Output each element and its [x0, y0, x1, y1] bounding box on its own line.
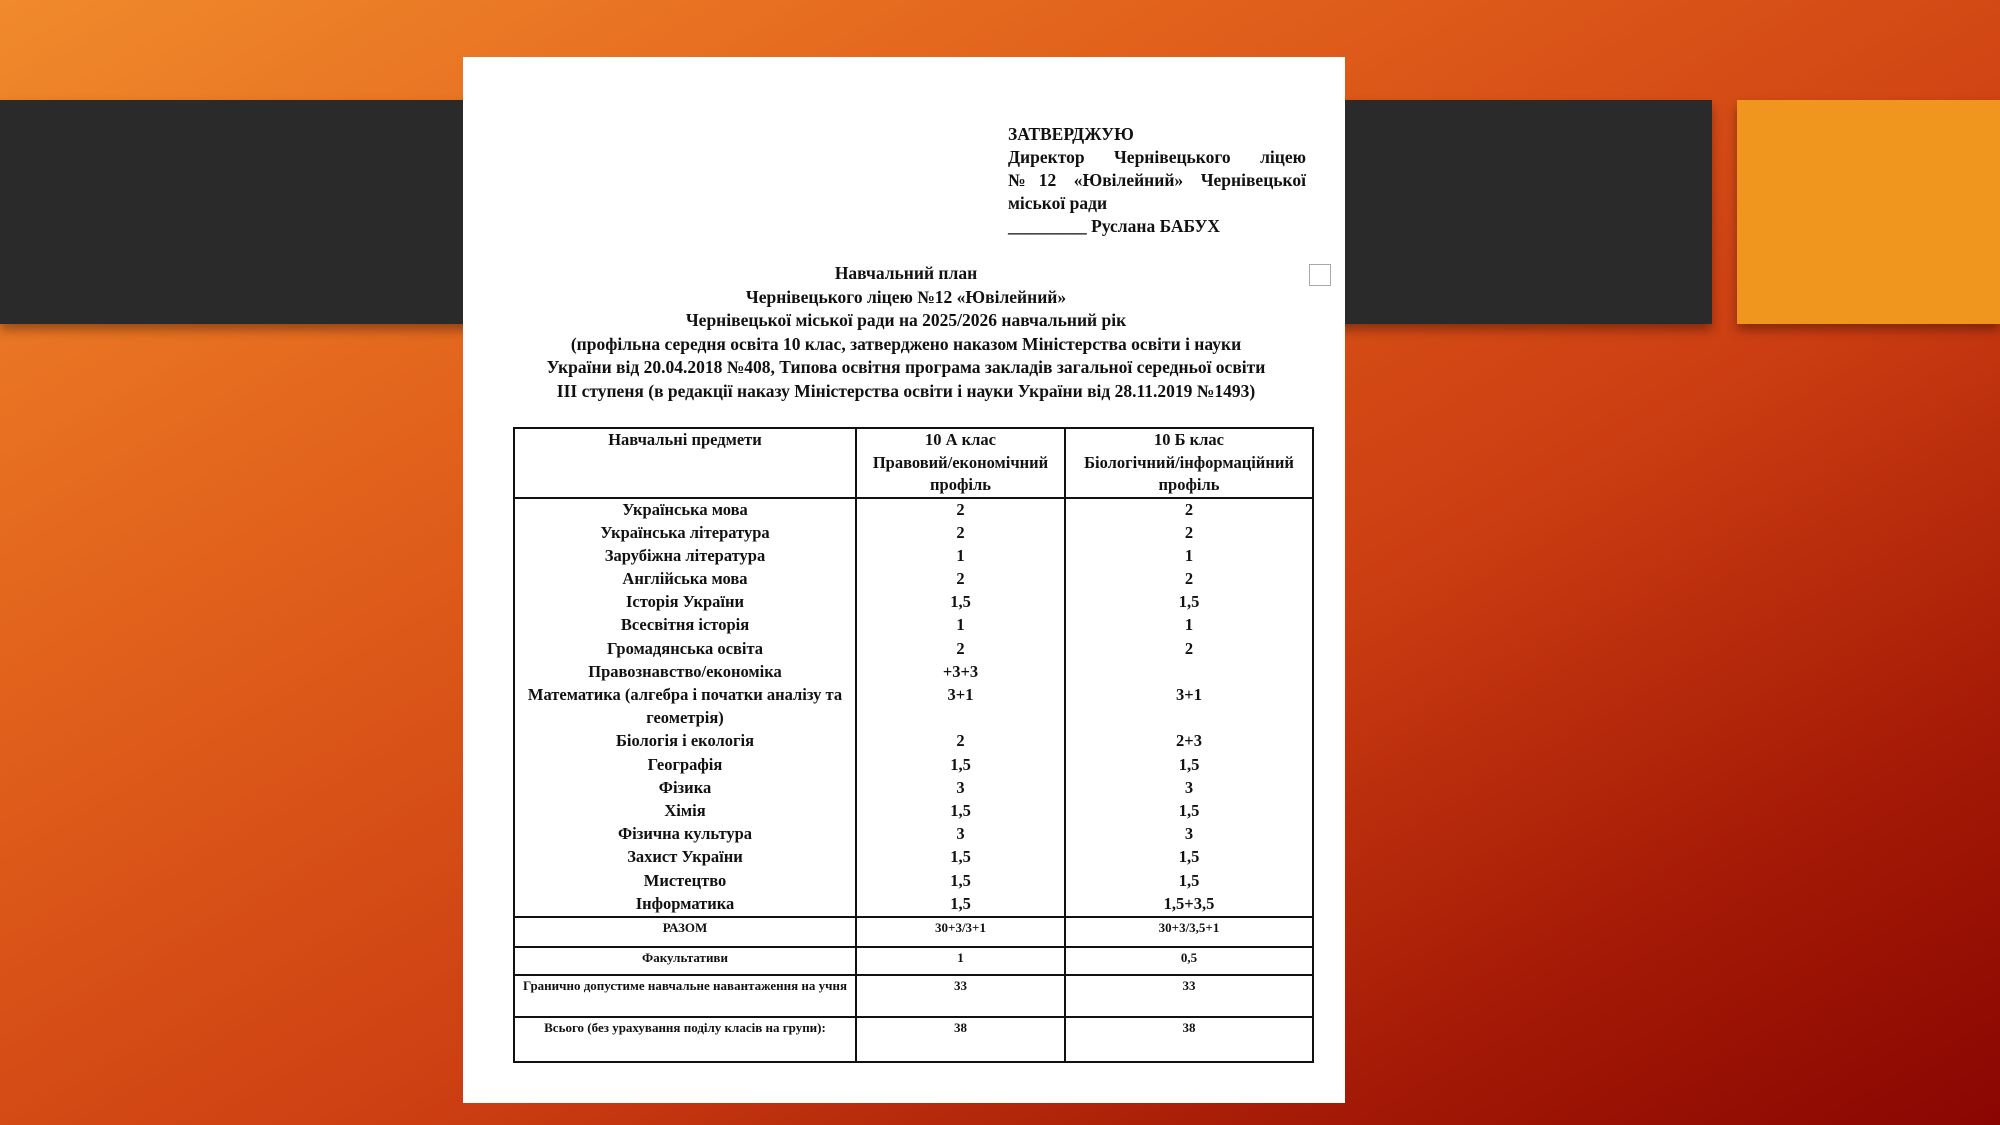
- max-load-row: [514, 975, 1313, 1017]
- class-a-hours: 1,5: [950, 754, 971, 774]
- subject-name: Зарубіжна література: [604, 545, 766, 565]
- class-a-hours: 3: [956, 824, 965, 844]
- class-b-hours: 2: [1184, 569, 1194, 589]
- approval-block: [1008, 123, 1306, 238]
- heading-line-1: Навчальний план: [834, 263, 978, 283]
- class-b-hours: 2: [1184, 499, 1194, 519]
- class-b-hours: 2: [1184, 638, 1194, 658]
- subject-name: Українська мова: [622, 499, 748, 519]
- heading-line-3: Чернівецької міської ради на 2025/2026 навчальний рік: [685, 310, 1127, 330]
- subject-name: Історія України: [626, 592, 744, 612]
- total-class-a: 30+3/3+1: [856, 917, 1065, 947]
- class-b-hours: 1: [1184, 545, 1194, 565]
- class-a-hours: 3+1: [947, 685, 974, 704]
- class-a-hours: 1: [956, 545, 965, 565]
- class-b-hours: 2: [1184, 522, 1194, 542]
- overall-class-a: 38: [856, 1017, 1065, 1062]
- subject-name: Захист України: [627, 847, 743, 867]
- subject-name: Біологія і екологія: [615, 731, 755, 751]
- heading-line-5: України від 20.04.2018 №408, Типова освітня програма закладів загальної середньої освіти: [546, 357, 1266, 377]
- header-class-a-title: 10 А клас: [924, 430, 996, 449]
- approval-line-2: №12 «Ювілейний» Чернівецької: [1008, 170, 1306, 190]
- subject-names-column: [514, 498, 856, 917]
- heading-line-6: ІІІ ступеня (в редакції наказу Міністерства освіти і науки України від 28.11.2019 №1493): [556, 380, 1256, 401]
- class-b-hours: 1,5: [1178, 800, 1200, 820]
- header-class-a-profile: Правовий/економічний профіль: [872, 452, 1049, 494]
- heading-line-4: (профільна середня освіта 10 клас, затверджено наказом Міністерства освіти і науки: [570, 333, 1242, 354]
- total-label: РАЗОМ: [514, 917, 856, 947]
- class-b-hours: 1,5: [1178, 870, 1200, 890]
- class-b-hours: 1,5: [1178, 754, 1200, 774]
- plan-heading: [511, 262, 1301, 403]
- header-class-b-title: 10 Б клас: [1154, 430, 1224, 449]
- overall-class-b: 38: [1065, 1017, 1313, 1062]
- class-a-hours-column: [856, 498, 1065, 917]
- subject-name: Хімія: [664, 800, 706, 820]
- table-header-row: [514, 428, 1313, 498]
- subject-name: Громадянська освіта: [606, 638, 764, 658]
- heading-line-2: Чернівецького ліцею №12 «Ювілейний»: [745, 286, 1067, 307]
- total-class-b: 30+3/3,5+1: [1065, 917, 1313, 947]
- class-a-hours: 2: [956, 731, 965, 751]
- class-a-hours: 1,5: [950, 893, 971, 913]
- approval-signature: _________ Руслана БАБУХ: [1008, 216, 1220, 236]
- header-class-b: [1065, 428, 1313, 498]
- header-class-b-profile: Біологічний/інформаційний профіль: [1084, 452, 1294, 494]
- approval-line-1: Директор Чернівецького ліцею: [1008, 147, 1306, 167]
- class-b-hours: 2+3: [1176, 731, 1202, 751]
- subject-name: Всесвітня історія: [620, 615, 750, 635]
- subject-name: Фізика: [658, 777, 712, 797]
- checkbox[interactable]: [1309, 264, 1331, 286]
- subject-name: Фізична культура: [617, 824, 753, 844]
- class-a-hours: 2: [956, 569, 965, 589]
- class-a-hours: 1,5: [950, 800, 971, 820]
- max-load-label: Гранично допустиме навчальне навантаження на учня: [514, 975, 856, 1017]
- class-b-hours-column: [1065, 498, 1313, 917]
- subjects-block: [514, 498, 1313, 917]
- class-a-hours: 1,5: [950, 592, 971, 612]
- total-row: [514, 917, 1313, 947]
- max-load-class-b: 33: [1065, 975, 1313, 1017]
- electives-class-a: 1: [856, 947, 1065, 975]
- class-b-hours: 1,5: [1178, 592, 1200, 612]
- class-b-hours: 3: [1184, 777, 1194, 797]
- class-b-hours: 1: [1184, 615, 1194, 635]
- class-b-hours: 3: [1184, 824, 1194, 844]
- class-b-hours: 1,5+3,5: [1163, 893, 1215, 913]
- approval-title: ЗАТВЕРДЖУЮ: [1008, 124, 1134, 144]
- class-a-hours: 2: [956, 522, 965, 542]
- subject-name: Інформатика: [635, 893, 735, 913]
- header-subjects: Навчальні предмети: [514, 428, 856, 498]
- class-b-hours: [1069, 661, 1309, 684]
- overall-label: Всього (без урахування поділу класів на групи):: [514, 1017, 856, 1062]
- class-a-hours: 2: [956, 638, 965, 658]
- max-load-class-a: 33: [856, 975, 1065, 1017]
- approval-line-3: міської ради: [1008, 193, 1108, 213]
- electives-row: [514, 947, 1313, 975]
- electives-label: Факультативи: [514, 947, 856, 975]
- subject-name: Географія: [647, 754, 723, 774]
- class-a-hours: 2: [956, 499, 965, 519]
- document-page: [463, 57, 1345, 1103]
- subject-name: Українська література: [600, 522, 770, 542]
- subject-name: Англійська мова: [622, 569, 748, 589]
- curriculum-table: [513, 427, 1314, 1063]
- header-class-a: [856, 428, 1065, 498]
- class-b-hours: 3+1: [1176, 685, 1202, 704]
- subject-name: Мистецтво: [643, 870, 727, 890]
- subject-name: Математика (алгебра і початки аналізу та геометрія): [527, 685, 843, 727]
- class-a-hours: 1: [956, 615, 965, 635]
- overall-row: [514, 1017, 1313, 1062]
- class-a-hours: 3: [956, 777, 965, 797]
- class-a-hours: 1,5: [950, 847, 971, 867]
- orange-accent-block: [1737, 100, 2000, 324]
- subject-name: Правознавство/економіка: [588, 661, 782, 681]
- electives-class-b: 0,5: [1065, 947, 1313, 975]
- class-a-hours: 1,5: [950, 870, 971, 890]
- class-b-hours: 1,5: [1178, 847, 1200, 867]
- class-a-hours: +3+3: [942, 661, 979, 681]
